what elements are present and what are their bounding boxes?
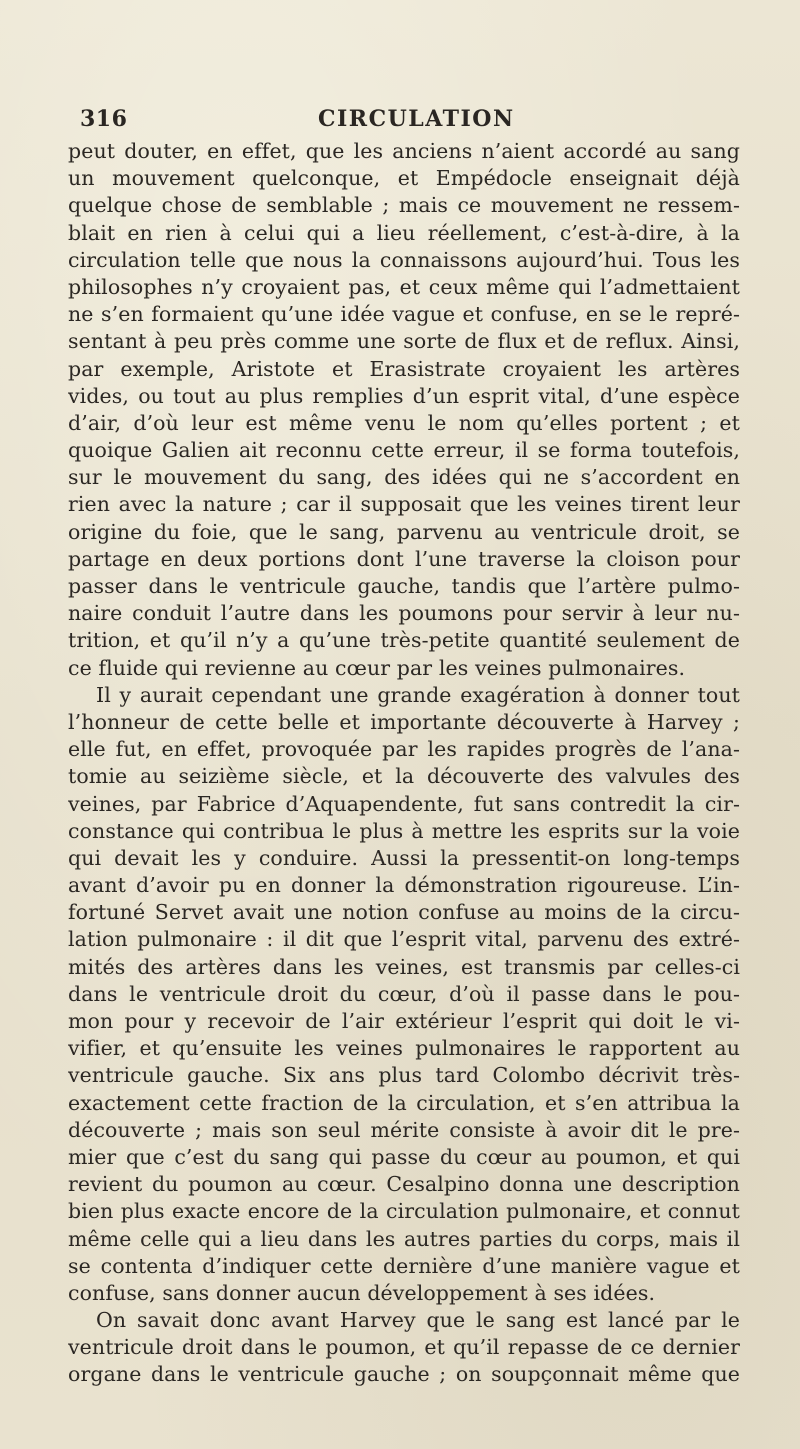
text-line: ne s’en formaient qu’une idée vague et confuse, en se le repré- — [68, 302, 740, 327]
text-line: un mouvement quelconque, et Empédocle enseignait déjà — [68, 166, 740, 191]
body-text — [68, 138, 740, 1389]
text-line: par exemple, Aristote et Erasistrate croyaient les artères — [68, 356, 740, 381]
text-line: ventricule gauche. Six ans plus tard Colombo décrivit très- — [68, 1063, 740, 1088]
text-line: circulation telle que nous la connaissons aujourd’hui. Tous les — [68, 247, 740, 272]
text-line: bien plus exacte encore de la circulation pulmonaire, et connut — [68, 1199, 740, 1224]
text-line: blait en rien à celui qui a lieu réellement, c’est-à-dire, à la — [68, 220, 740, 245]
text-line: mier que c’est du sang qui passe du cœur au poumon, et qui — [68, 1144, 740, 1169]
text-line: mités des artères dans les veines, est transmis par celles-ci — [68, 954, 740, 979]
text-line: constance qui contribua le plus à mettre les esprits sur la voie — [68, 818, 740, 843]
page-number: 316 — [80, 106, 128, 132]
text-line: organe dans le ventricule gauche ; on soupçonnait même que — [68, 1362, 740, 1387]
text-line: origine du foie, que le sang, parvenu au ventricule droit, se — [68, 519, 740, 544]
text-line: peut douter, en effet, que les anciens n’aient accordé au sang — [68, 139, 740, 163]
text-line: mon pour y recevoir de l’air extérieur l’esprit qui doit le vi- — [68, 1009, 740, 1033]
text-line: veines, par Fabrice d’Aquapendente, fut sans contredit la cir- — [68, 791, 740, 816]
text-line: sur le mouvement du sang, des idées qui ne s’accordent en — [68, 465, 740, 490]
text-line: exactement cette fraction de la circulation, et s’en attribua la — [68, 1090, 740, 1115]
text-line: vifier, et qu’ensuite les veines pulmonaires le rapportent au — [68, 1036, 740, 1061]
text-line: avant d’avoir pu en donner la démonstration rigoureuse. L’in- — [68, 873, 740, 898]
text-line: l’honneur de cette belle et importante découverte à Harvey ; — [68, 709, 740, 734]
running-head — [80, 106, 740, 140]
text-line: tomie au seizième siècle, et la découverte des valvules des — [68, 764, 740, 789]
text-line: sentant à peu près comme une sorte de flux et de reflux. Ainsi, — [68, 329, 740, 354]
text-line: même celle qui a lieu dans les autres parties du corps, mais il — [68, 1226, 740, 1251]
paragraph-end-line: ce fluide qui revienne au cœur par les veines pulmonaires. — [68, 655, 686, 680]
text-line: passer dans le ventricule gauche, tandis que l’artère pulmo- — [68, 574, 740, 598]
text-line: se contenta d’indiquer cette dernière d’une manière vague et — [68, 1253, 740, 1278]
running-title: CIRCULATION — [318, 106, 515, 132]
text-line: découverte ; mais son seul mérite consiste à avoir dit le pre- — [68, 1117, 740, 1142]
text-line: quelque chose de semblable ; mais ce mouvement ne ressem- — [68, 193, 740, 218]
text-line: rien avec la nature ; car il supposait que les veines tirent leur — [68, 492, 740, 517]
text-line: revient du poumon au cœur. Cesalpino donna une description — [68, 1172, 740, 1197]
text-line: fortuné Servet avait une notion confuse au moins de la circu- — [68, 900, 740, 925]
text-line: vides, ou tout au plus remplies d’un esprit vital, d’une espèce — [68, 383, 740, 408]
paragraph-start-line: Il y aurait cependant une grande exagération à donner tout — [96, 682, 740, 707]
text-line: partage en deux portions dont l’une traverse la cloison pour — [68, 546, 740, 571]
text-line: d’air, d’où leur est même venu le nom qu’elles portent ; et — [68, 410, 740, 435]
text-line: philosophes n’y croyaient pas, et ceux même qui l’admettaient — [68, 274, 740, 299]
text-line: elle fut, en effet, provoquée par les rapides progrès de l’ana- — [68, 737, 740, 762]
text-line: trition, et qu’il n’y a qu’une très-petite quantité seulement de — [68, 628, 740, 653]
text-line: naire conduit l’autre dans les poumons pour servir à leur nu- — [68, 601, 740, 626]
text-line: ventricule droit dans le poumon, et qu’il repasse de ce dernier — [68, 1335, 740, 1360]
text-line: lation pulmonaire : il dit que l’esprit vital, parvenu des extré- — [68, 927, 740, 952]
text-line: qui devait les y conduire. Aussi la pressentit-on long-temps — [68, 845, 740, 870]
text-line: quoique Galien ait reconnu cette erreur, il se forma toutefois, — [68, 438, 740, 463]
paragraph-end-line: confuse, sans donner aucun développement à ses idées. — [68, 1280, 656, 1305]
text-line: dans le ventricule droit du cœur, d’où il passe dans le pou- — [68, 981, 740, 1006]
paragraph-start-line: On savait donc avant Harvey que le sang est lancé par le — [96, 1308, 740, 1333]
